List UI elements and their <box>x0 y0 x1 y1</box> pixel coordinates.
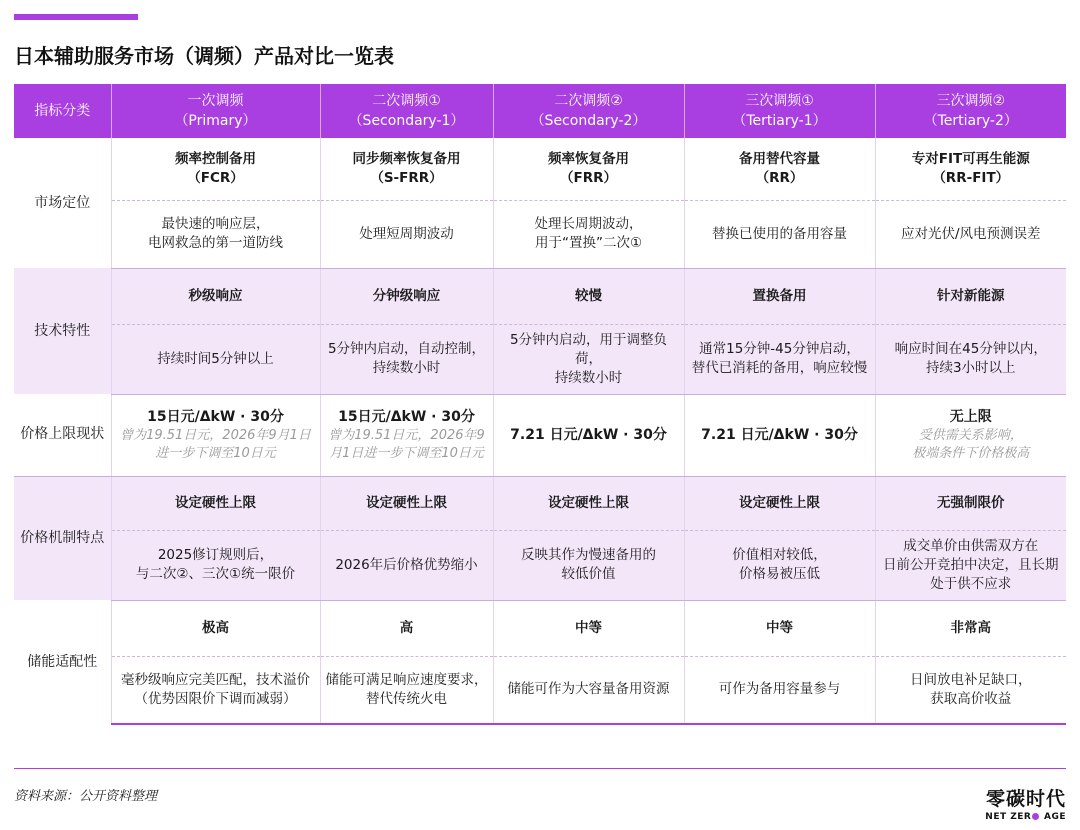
cell-mechanism-desc: 反映其作为慢速备用的 较低价值 <box>493 530 684 600</box>
cell-storage-title: 中等 <box>684 600 875 656</box>
table-row <box>14 600 1066 656</box>
category-price-cap: 价格上限现状 <box>14 394 111 476</box>
cell-storage-desc: 毫秒级响应完美匹配，技术溢价 （优势因限价下调而减弱） <box>111 656 320 724</box>
table-row <box>14 138 1066 200</box>
table-row <box>14 476 1066 530</box>
cell-tech-title: 置换备用 <box>684 268 875 324</box>
cell-mechanism-desc: 成交单价由供需双方在 日前公开竞拍中决定，且长期 处于供不应求 <box>875 530 1066 600</box>
category-price-mechanism: 价格机制特点 <box>14 476 111 600</box>
cell-market-position-title: 频率控制备用 （FCR） <box>111 138 320 200</box>
cell-tech-desc: 5分钟内启动，自动控制， 持续数小时 <box>320 324 493 394</box>
header-secondary-2: 二次调频② （Secondary-2） <box>493 84 684 138</box>
comparison-table <box>14 84 1066 725</box>
cell-storage-desc: 日间放电补足缺口， 获取高价收益 <box>875 656 1066 724</box>
cell-market-position-desc: 替换已使用的备用容量 <box>684 200 875 268</box>
cell-market-position-title: 频率恢复备用 （FRR） <box>493 138 684 200</box>
cell-mechanism-desc: 2026年后价格优势缩小 <box>320 530 493 600</box>
table-row <box>14 530 1066 600</box>
cell-mechanism-title: 设定硬性上限 <box>320 476 493 530</box>
cell-market-position-title: 同步频率恢复备用 （S-FRR） <box>320 138 493 200</box>
cell-price-cap: 15日元/ΔkW · 30分 曾为19.51日元，2026年9月1日 进一步下调至10日元 <box>111 394 320 476</box>
cell-storage-title: 极高 <box>111 600 320 656</box>
cell-market-position-title: 专对FIT可再生能源 （RR-FIT） <box>875 138 1066 200</box>
cell-mechanism-title: 设定硬性上限 <box>493 476 684 530</box>
cell-market-position-desc: 应对光伏/风电预测误差 <box>875 200 1066 268</box>
cell-tech-desc: 持续时间5分钟以上 <box>111 324 320 394</box>
cell-mechanism-title: 设定硬性上限 <box>111 476 320 530</box>
cell-storage-title: 非常高 <box>875 600 1066 656</box>
cell-market-position-desc: 最快速的响应层， 电网救急的第一道防线 <box>111 200 320 268</box>
category-storage-fit: 储能适配性 <box>27 653 98 670</box>
cell-mechanism-desc: 价值相对较低， 价格易被压低 <box>684 530 875 600</box>
page-title: 日本辅助服务市场（调频）产品对比一览表 <box>14 44 394 68</box>
cell-tech-title: 秒级响应 <box>111 268 320 324</box>
header-category: 指标分类 <box>14 84 111 138</box>
cell-storage-desc: 可作为备用容量参与 <box>684 656 875 724</box>
logo-english: NET ZER AGE <box>985 812 1066 822</box>
table-row <box>14 200 1066 268</box>
header-tertiary-2: 三次调频② （Tertiary-2） <box>875 84 1066 138</box>
cell-market-position-desc: 处理长周期波动， 用于“置换”二次① <box>493 200 684 268</box>
cell-tech-title: 分钟级响应 <box>320 268 493 324</box>
cell-market-position-desc: 处理短周期波动 <box>320 200 493 268</box>
cell-tech-title: 针对新能源 <box>875 268 1066 324</box>
logo-dot-icon <box>1032 813 1039 820</box>
category-tech-features: 技术特性 <box>14 268 111 394</box>
cell-mechanism-desc: 2025修订规则后， 与二次②、三次①统一限价 <box>111 530 320 600</box>
cell-tech-desc: 通常15分钟-45分钟启动， 替代已消耗的备用，响应较慢 <box>684 324 875 394</box>
table-row <box>14 268 1066 324</box>
title-accent-bar <box>14 14 138 20</box>
header-primary: 一次调频 （Primary） <box>111 84 320 138</box>
table-row <box>14 324 1066 394</box>
cell-mechanism-title: 设定硬性上限 <box>684 476 875 530</box>
header-tertiary-1: 三次调频① （Tertiary-1） <box>684 84 875 138</box>
cell-price-cap: 无上限 受供需关系影响， 极端条件下价格极高 <box>875 394 1066 476</box>
table-header-row <box>14 84 1066 138</box>
cell-tech-title: 较慢 <box>493 268 684 324</box>
cell-price-cap: 7.21 日元/ΔkW · 30分 <box>493 394 684 476</box>
cell-tech-desc: 5分钟内启动，用于调整负荷， 持续数小时 <box>493 324 684 394</box>
category-market-position: 市场定位 <box>34 194 91 211</box>
brand-logo <box>985 784 1066 822</box>
cell-storage-title: 高 <box>320 600 493 656</box>
table-row <box>14 656 1066 724</box>
header-secondary-1: 二次调频① （Secondary-1） <box>320 84 493 138</box>
cell-storage-title: 中等 <box>493 600 684 656</box>
cell-storage-desc: 储能可满足响应速度要求， 替代传统火电 <box>320 656 493 724</box>
source-note: 资料来源：公开资料整理 <box>14 789 158 804</box>
table-row <box>14 394 1066 476</box>
cell-storage-desc: 储能可作为大容量备用资源 <box>493 656 684 724</box>
cell-tech-desc: 响应时间在45分钟以内， 持续3小时以上 <box>875 324 1066 394</box>
cell-price-cap: 15日元/ΔkW · 30分 曾为19.51日元，2026年9 月1日进一步下调至10日元 <box>320 394 493 476</box>
footer-divider <box>14 768 1066 769</box>
cell-price-cap: 7.21 日元/ΔkW · 30分 <box>684 394 875 476</box>
cell-market-position-title: 备用替代容量 （RR） <box>684 138 875 200</box>
cell-mechanism-title: 无强制限价 <box>875 476 1066 530</box>
logo-chinese: 零碳时代 <box>985 788 1066 810</box>
